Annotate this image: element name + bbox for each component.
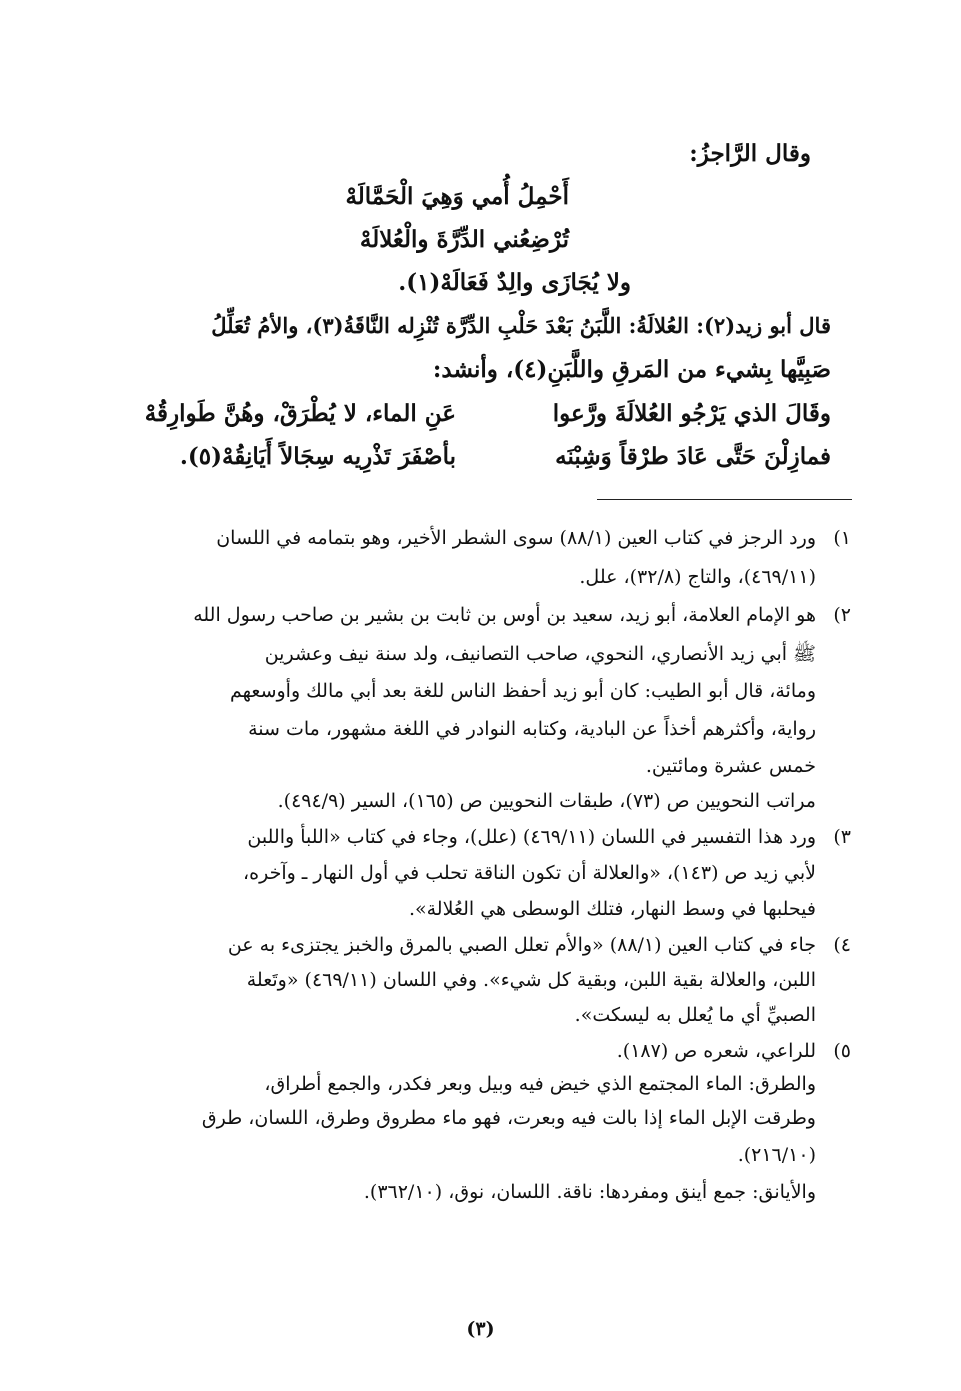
footnote-line: (٢١٦/١٠).	[737, 1144, 816, 1166]
verse-second-hemistich: عَنِ الماء، لا يُطْرَقْ، وهُنَّ طَوارِقُهْ	[144, 400, 456, 427]
footnote-line: والأيانق: جمع أينق ومفردها: ناقة. اللسان، نوق، (٣٦٢/١٠).	[363, 1181, 816, 1203]
footnote-citation: مراتب النحويين ص (٧٣)، طبقات النحويين ص (١٦٥)، السير (٤٩٤/٩).	[277, 790, 816, 812]
footnote-line: ﷺ أبي زيد الأنصاري، النحوي، صاحب التصانيف، ولد سنة نيف وعشرين	[264, 643, 816, 665]
footnote-divider	[597, 499, 852, 500]
footnote-line: جاء في كتاب العين (٨٨/١) «والأم تعلل الصبي بالمرق والخبز يجتزىء به عن	[227, 934, 816, 956]
footnote-line: خمس عشرة ومائتين.	[645, 755, 816, 777]
footnote-line: والطرق: الماء المجتمع الذي خيض فيه وبيل وبعر فكدر، والجمع أطراق،	[264, 1073, 816, 1095]
footnote-line: وطرقت الإبل الماء إذا بالت فيه وبعرت، فهو ماء مطروق وطرق، اللسان، طرق	[201, 1107, 816, 1129]
rajaz-line: تُرْضِعُني الدِّرَّةَ والْعُلالَهْ	[359, 226, 569, 253]
paragraph-line: صَبِيَّها بِشيء من المَرقِ واللَّبَنِ(٤)، وأنشد:	[432, 356, 831, 383]
footnote-line: لأبي زيد ص (١٤٣)، «والعلالة أن تكون الناقة تحلب في أول النهار ـ وآخره،	[243, 862, 816, 884]
footnote-number: ١)	[833, 527, 851, 549]
footnote-line: هو الإمام العلامة، أبو زيد، سعيد بن أوس بن ثابت بن بشير بن صاحب رسول الله	[193, 604, 816, 626]
footnote-line: فيحلبها في وسط النهار، فتلك الوسطى هي العُلالة».	[408, 898, 816, 920]
footnote-number: ٢)	[833, 604, 851, 626]
footnote-line: رواية، وأكثرهم أخذاً عن البادية، وكتابه النوادر في اللغة مشهور، مات سنة	[248, 718, 816, 740]
footnote-number: ٤)	[833, 934, 851, 956]
footnote-line: ومائة، قال أبو الطيب: كان أبو زيد أحفظ الناس للغة بعد أبي مالك وأوسعهم	[230, 680, 816, 702]
footnote-number: ٥)	[833, 1040, 851, 1062]
footnote-line: الصبيِّ أي ما يُعلل به ليسكت».	[574, 1004, 816, 1026]
verse-first-hemistich: وقَالَ الذي يَرْجُو العُلالَةَ ورَّعوا	[552, 400, 831, 427]
footnote-line: (٤٦٩/١١)، والتاج (٣٢/٨)، علل.	[579, 566, 816, 588]
footnote-number: ٣)	[833, 826, 851, 848]
page-number: (٣)	[466, 1318, 495, 1340]
verse-second-hemistich: بأصْفَرَ تَذْرِيه سِجَالاً أَيَانِقُهْ(٥).	[179, 443, 456, 470]
footnote-line: للراعي، شعره ص (١٨٧).	[616, 1040, 816, 1062]
rajaz-line: أَحْمِلُ أُمي وَهِيَ الْحَمَّالَهْ	[345, 183, 569, 210]
footnote-line: اللبن، والعلالة بقية اللبن، وبقية كل شيء». وفي اللسان (٤٦٩/١١) «وتَعلة	[246, 969, 816, 991]
rajaz-line: ولا يُجَازَى والِدٌ فَعَالَهْ(١).	[398, 269, 631, 296]
verse-first-hemistich: فمازِلْنَ حَتَّى عَادَ طرْقاً وَشِبْنَه	[555, 443, 831, 470]
paragraph-line: قال أبو زيد(٢): العُلالَةُ: اللَّبَنُ بَعْدَ حَلْبِ الدِّرَّة تُنْزِله النَّاقَةُ(٣)، والأمُ تُعَلِّلُ	[211, 313, 831, 338]
footnote-line: ورد الرجز في كتاب العين (٨٨/١) سوى الشطر الأخير، وهو بتمامه في اللسان	[216, 527, 816, 549]
intro-line: وقال الرَّاجزُ:	[689, 140, 811, 167]
footnote-line: ورد هذا التفسير في اللسان (٤٦٩/١١) (علل)، وجاء في كتاب «اللبأ واللبن	[247, 826, 816, 848]
